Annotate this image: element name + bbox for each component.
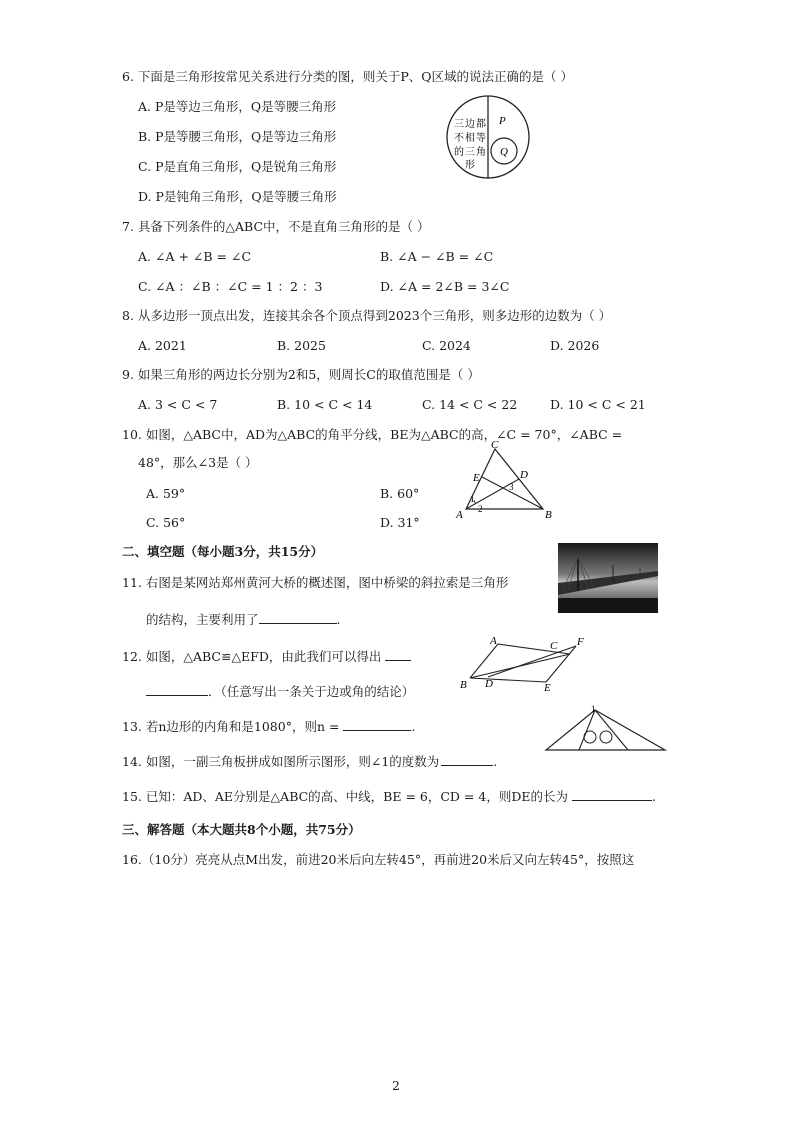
q10-stem-line2: 48°，那么∠3是（ ） [138,455,258,470]
q14-text: 14. 如图，一副三角板拼成如图所示图形，则∠1的度数为 [122,754,440,769]
q11-line2-end: . [336,612,341,627]
q11-line2 [146,611,341,628]
q6-fig-char-6: 等 [476,133,486,144]
q9-option-a: A. 3 < C < 7 [138,397,218,412]
q14-triangle-boards-figure [543,703,668,753]
q6-option-a: A. P是等边三角形，Q是等腰三角形 [138,99,337,114]
q10-label-b: B [545,509,552,521]
section-2-heading: 二、填空题（每小题3分，共15分） [122,544,324,559]
bridge-photo [558,543,658,613]
q8-option-b: B. 2025 [277,338,326,353]
q10-option-a: A. 59° [146,486,186,501]
q12-answer-blank-1[interactable] [385,648,411,661]
q8-option-c: C. 2024 [422,338,471,353]
q10-stem-line1: 10. 如图，△ABC中，AD为△ABC的角平分线，BE为△ABC的高，∠C = 70°，∠ABC = [122,427,623,442]
q8-stem: 8. 从多边形一顶点出发，连接其余各个顶点得到2023个三角形，则多边形的边数为（ ） [122,308,612,323]
q6-label-q: Q [500,146,508,158]
q7-option-d: D. ∠A = 2∠B = 3∠C [380,279,510,294]
q13-end: . [411,719,416,734]
q10-label-a: A [456,509,463,521]
q13-text: 13. 若n边形的内角和是1080°，则n = [122,719,340,734]
q12-congruent-figure [458,632,588,694]
q8-option-a: A. 2021 [138,338,187,353]
q10-label-d: D [520,469,528,481]
q16-text: 16.（10分）亮亮从点M出发，前进20米后向左转45°，再前进20米后又向左转45°，按照这 [122,852,635,867]
q9-stem: 9. 如果三角形的两边长分别为2和5，则周长C的取值范围是（ ） [122,367,480,382]
q9-option-c: C. 14 < C < 22 [422,397,518,412]
q12-line1 [122,648,411,665]
q12-answer-blank-2[interactable] [146,683,208,696]
q8-option-d: D. 2026 [550,338,600,353]
q6-fig-char-10: 形 [465,160,475,171]
q14-line [122,753,497,770]
q6-fig-char-1: 三 [454,119,464,130]
q7-option-a: A. ∠A + ∠B = ∠C [138,249,252,264]
q15-answer-blank[interactable] [572,788,652,801]
q6-fig-char-4: 不 [454,133,464,144]
q10-label-e: E [473,472,480,484]
q6-fig-char-7: 的 [454,147,464,158]
q7-stem: 7. 具备下列条件的△ABC中，不是直角三角形的是（ ） [122,219,430,234]
q9-option-d: D. 10 < C < 21 [550,397,646,412]
q11-answer-blank[interactable] [259,611,337,624]
q10-option-c: C. 56° [146,515,186,530]
q12-label-c: C [550,640,558,652]
q10-label-1: 1 [470,494,475,504]
q9-option-b: B. 10 < C < 14 [277,397,373,412]
q15-line [122,788,656,805]
q6-label-p: P [499,115,506,127]
q10-label-2: 2 [478,504,483,514]
q12-label-f: F [577,636,584,648]
q6-stem: 6. 下面是三角形按常见关系进行分类的图，则关于P、Q区域的说法正确的是（ ） [122,69,574,84]
q6-option-b: B. P是等腰三角形，Q是等边三角形 [138,129,337,144]
q7-option-b: B. ∠A − ∠B = ∠C [380,249,494,264]
q15-text: 15. 已知：AD、AE分别是△ABC的高、中线，BE = 6，CD = 4，则DE的长为 [122,789,568,804]
q15-end: . [651,789,656,804]
q13-answer-blank[interactable] [343,718,411,731]
q10-label-3: 3 [509,482,514,492]
q14-end: . [493,754,498,769]
page-number: 2 [392,1078,400,1093]
q12-line2 [146,683,414,700]
q6-fig-char-5: 相 [465,133,475,144]
q14-label-1: 1 [591,704,596,714]
q10-label-c: C [491,439,499,451]
q12-label-d: D [485,678,493,690]
q11-line1: 11. 右图是某网站郑州黄河大桥的概述图，图中桥梁的斜拉索是三角形 [122,575,509,590]
q12-line1-text: 12. 如图，△ABC≌△EFD，由此我们可以得出 [122,649,382,664]
q6-option-c: C. P是直角三角形，Q是锐角三角形 [138,159,337,174]
q6-classification-diagram [443,94,543,184]
q10-option-b: B. 60° [380,486,420,501]
q10-option-d: D. 31° [380,515,420,530]
q6-fig-char-8: 三 [465,147,475,158]
q11-line2-text: 的结构，主要利用了 [146,612,259,627]
q10-triangle-figure [452,440,562,522]
q6-fig-char-9: 角 [476,147,486,158]
q12-line2-text: ．（任意写出一条关于边或角的结论） [208,684,415,699]
q12-label-e: E [544,682,551,694]
q12-label-a: A [490,635,497,647]
q14-answer-blank[interactable] [441,753,493,766]
q6-fig-char-2: 边 [465,119,475,130]
q6-option-d: D. P是钝角三角形，Q是等腰三角形 [138,189,337,204]
section-3-heading: 三、解答题（本大题共8个小题，共75分） [122,822,361,837]
q7-option-c: C. ∠A ：∠B ：∠C = 1 ：2 ：3 [138,279,323,294]
q12-label-b: B [460,679,467,691]
q6-fig-char-3: 都 [476,119,486,130]
q13-line [122,718,415,735]
